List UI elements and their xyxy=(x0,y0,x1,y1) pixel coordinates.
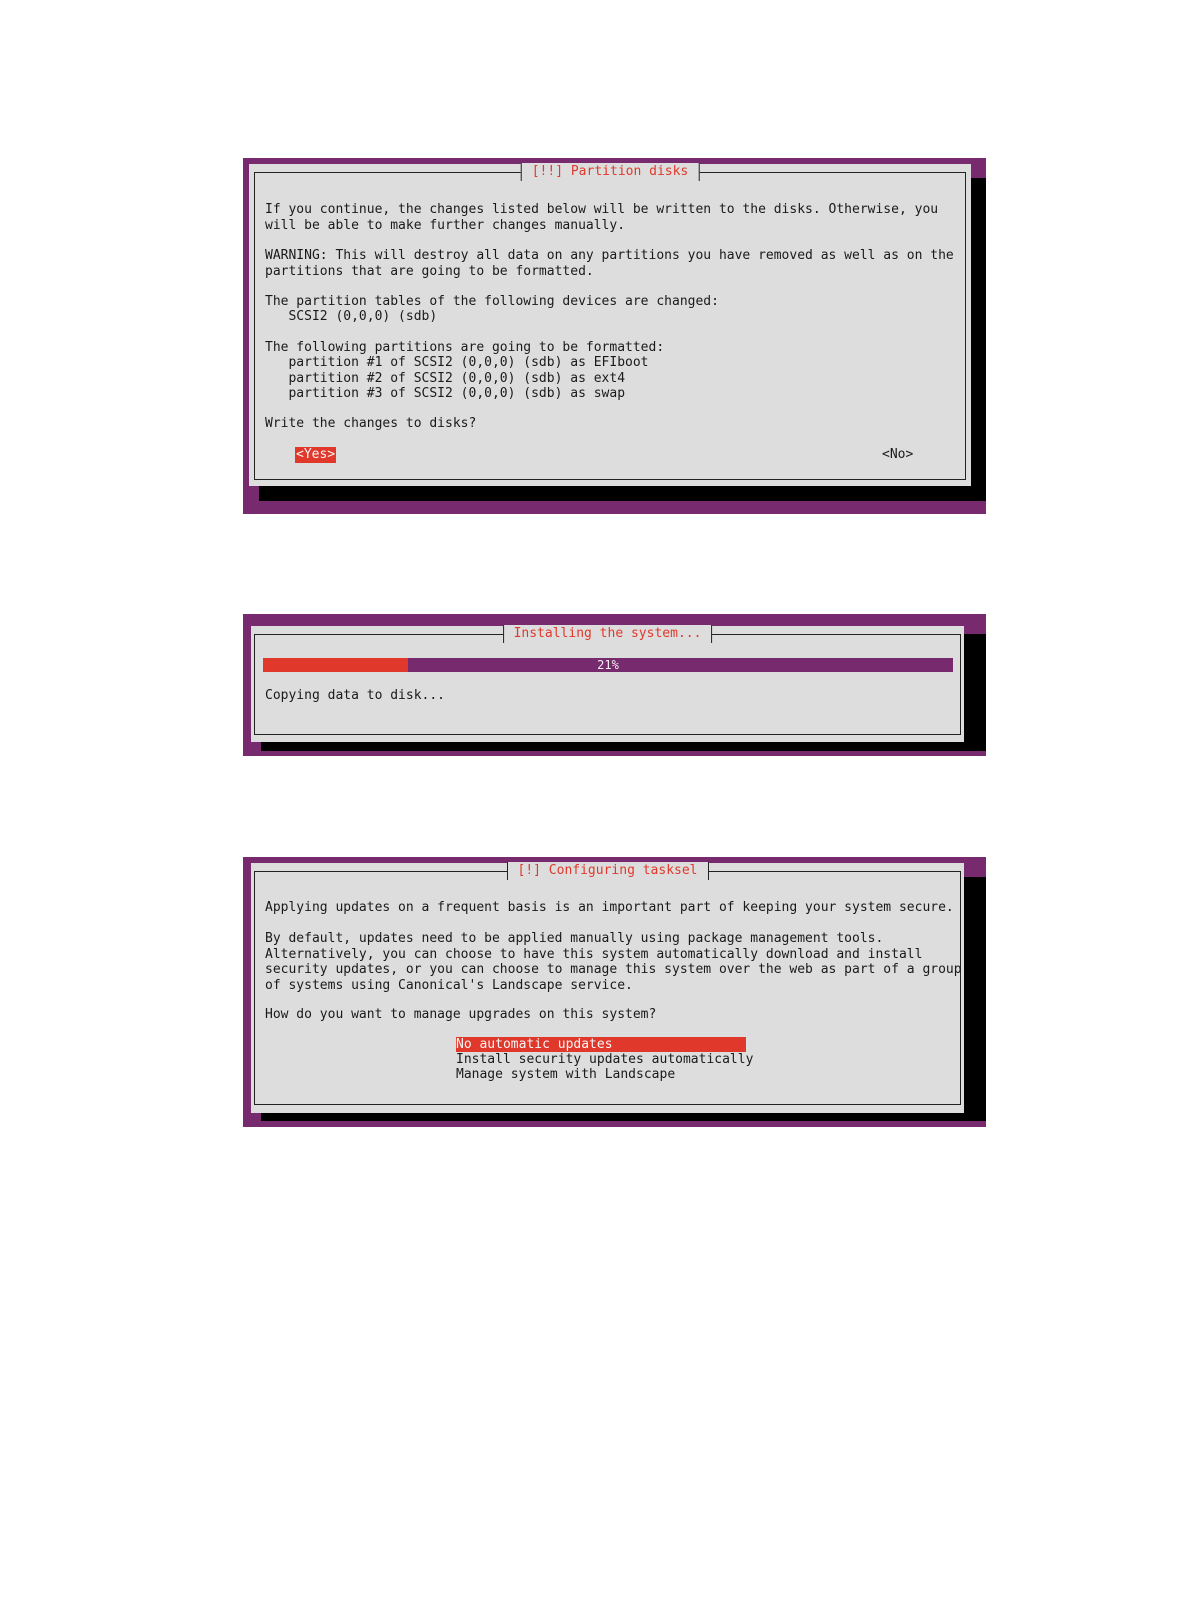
intro-text: If you continue, the changes listed below will be written to the disks. Otherwise, you will be able to make further changes manually. xyxy=(265,202,939,233)
installing-dialog xyxy=(251,626,964,742)
configuring-tasksel-screen xyxy=(243,857,986,1127)
dialog-frame xyxy=(254,626,961,735)
option-install-security-updates[interactable]: Install security updates automatically xyxy=(456,1052,754,1067)
dialog-title: [!!] Partition disks xyxy=(521,163,700,181)
progress-percent-label: 21% xyxy=(597,658,619,672)
tasksel-explanation-text: By default, updates need to be applied manually using package management tools. Alternatively, you can choose to have this system automatically download and install security updates, or you can choose to manage this system over the web as part of a group of systems using Canonical's Landscape service. xyxy=(265,931,962,993)
confirm-question: Write the changes to disks? xyxy=(265,416,477,431)
installing-system-screen xyxy=(243,614,986,756)
dialog-title: [!] Configuring tasksel xyxy=(506,862,708,880)
install-progress-bar xyxy=(263,658,953,672)
option-manage-with-landscape[interactable]: Manage system with Landscape xyxy=(456,1067,676,1082)
tables-devices: SCSI2 (0,0,0) (sdb) xyxy=(265,309,438,324)
tasksel-dialog xyxy=(251,863,964,1113)
dialog-title: Installing the system... xyxy=(503,625,713,643)
install-status-text: Copying data to disk... xyxy=(265,688,446,703)
partition-disks-screen xyxy=(243,158,986,514)
format-heading: The following partitions are going to be formatted: xyxy=(265,340,665,355)
tables-heading: The partition tables of the following devices are changed: xyxy=(265,294,719,309)
warning-text: WARNING: This will destroy all data on any partitions you have removed as well as on the partitions that are going to be formatted. xyxy=(265,248,954,279)
tasksel-intro-text: Applying updates on a frequent basis is an important part of keeping your system secure. xyxy=(265,900,954,915)
format-partition-list: partition #1 of SCSI2 (0,0,0) (sdb) as EFIboot partition #2 of SCSI2 (0,0,0) (sdb) as ext4 partition #3 of SCSI2 (0,0,0) (sdb) as swap xyxy=(288,355,649,401)
yes-button[interactable]: <Yes> xyxy=(296,447,336,462)
option-no-automatic-updates[interactable]: No automatic updates xyxy=(456,1037,746,1052)
partition-disks-dialog xyxy=(249,164,971,486)
tasksel-question: How do you want to manage upgrades on this system? xyxy=(265,1007,657,1022)
no-button[interactable]: <No> xyxy=(882,447,914,462)
